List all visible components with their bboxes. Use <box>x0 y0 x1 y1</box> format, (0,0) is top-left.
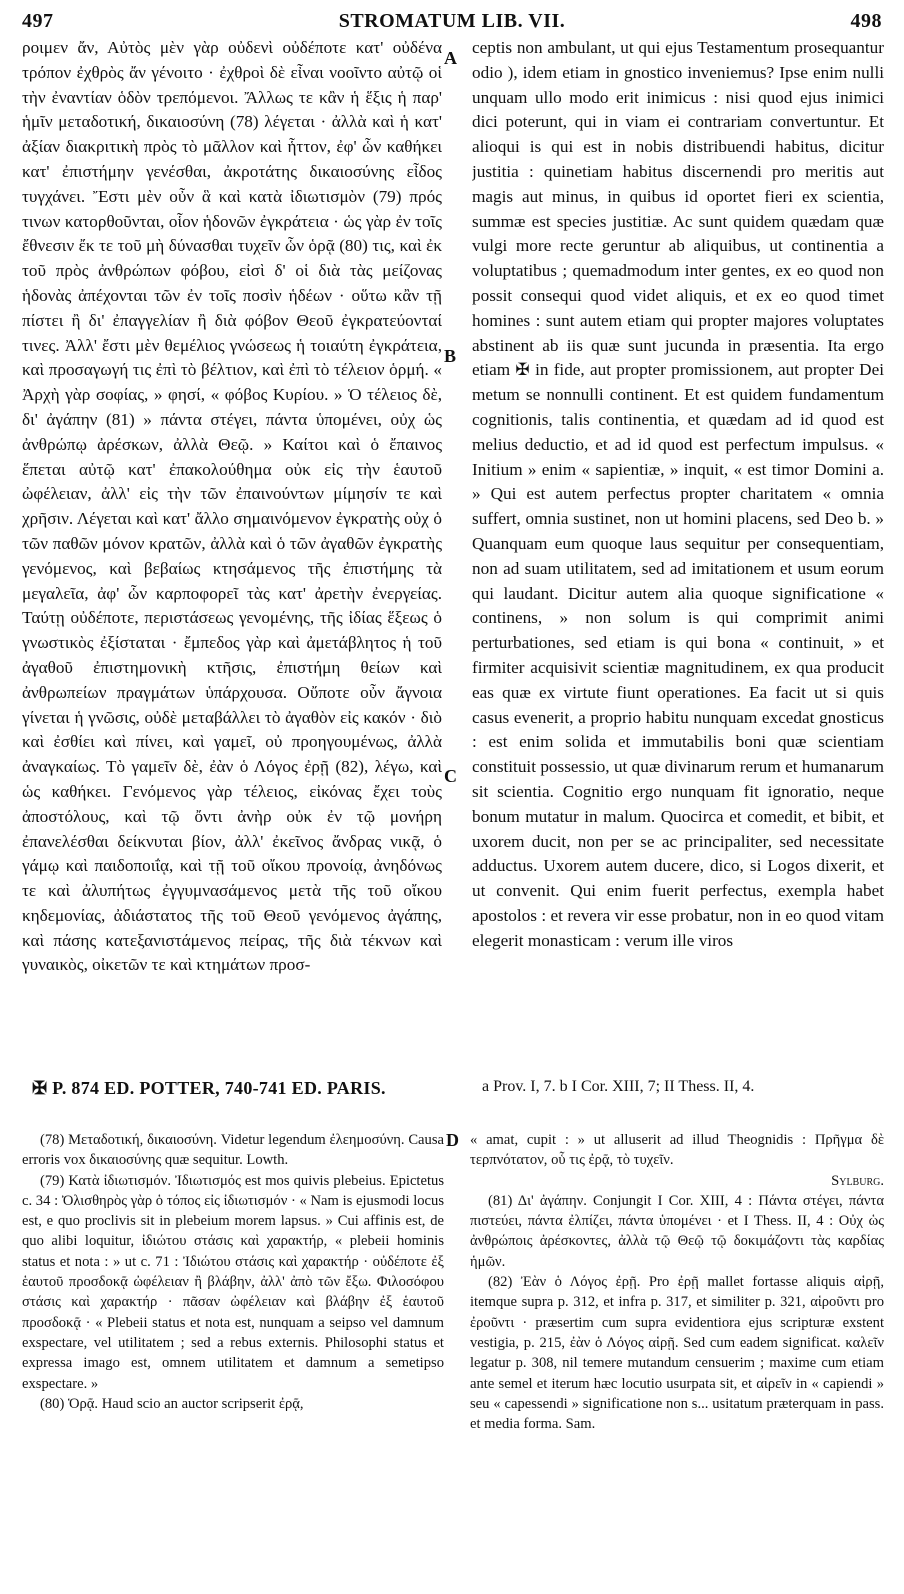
footnote-attribution: Sylburg. <box>831 1172 884 1189</box>
footnote-79: (79) Κατὰ ἰδιωτισμόν. Ἰδιωτισμός est mos quivis plebeius. Epictetus c. 34 : Ὀλισθηρὸς γὰρ ὁ τόπος εἰς ἰδιωτισμόν · « Nam is ejusmodi locus est, e quo proclivis sit in plebeium morem lapsus. » Cui affinis est, de quo alibi loquitur, ἰδιώτου στάσις καὶ χαρακτήρ, « plebeii hominis status et nota : » ut c. 71 : Ἰδιώτου στάσις καὶ χαρακτήρ · οὐδέποτε ἐξ ἑαυτοῦ προσδοκᾷ ὠφέλειαν ἢ βλάβην, ἀλλ' ἀπὸ τῶν ἔξω. Φιλοσόφου στάσις καὶ χαρακτήρ · πᾶσαν ὠφέλειαν καὶ βλάβην ἐξ ἑαυτοῦ προσδοκᾷ · « Plebeii status et nota est, nunquam a seipso vel damnum exspectare, vel utilitatem ; sed a rebus externis. Philosophi status et expressa imago est, omnem utilitatem et damnum a semetipso exspectare. » <box>22 1172 444 1392</box>
footnote-78: (78) Μεταδοτική, δικαιοσύνη. Videtur legendum ἐλεημοσύνη. Causa erroris vox δικαιοσύνης quæ sequitur. Lowth. <box>22 1132 444 1169</box>
page-header <box>22 4 882 34</box>
scripture-references: a Prov. I, 7. b I Cor. XIII, 7; II Thess. II, 4. <box>482 1078 755 1095</box>
footnote-80-continued: « amat, cupit : » ut alluserit ad illud Theognidis : Πρῆγμα δὲ τερπνότατον, οὗ τις ἐρᾷ, τὸ τυχεῖν. <box>470 1132 884 1169</box>
footnote-81: (81) Δι' ἀγάπην. Conjungit I Cor. XIII, 4 : Πάντα στέγει, πάντα πιστεύει, πάντα ἐλπίζει, πάντα ὑπομένει · et I Thess. II, 4 : Οὐχ ὡς ἀνθρώποις ἀρέσκοντες, ἀλλὰ τῷ Θεῷ τῷ δοκιμάζοντι τὰς καρδίας ἡμῶν. <box>470 1192 884 1270</box>
running-title: STROMATUM LIB. VII. <box>338 10 566 32</box>
margin-letter-a: A <box>444 48 457 68</box>
margin-letter-c: C <box>444 766 457 786</box>
edition-reference: ✠ P. 874 ED. POTTER, 740-741 ED. PARIS. <box>32 1078 386 1098</box>
latin-text: ceptis non ambulant, ut qui ejus Testamentum prosequantur odio ), idem etiam in gnostico inveniemus? Ipse enim nulli unquam ullo modo erit inimicus : nisi quod ejus inimici dici poterunt, qui in viam ei contrariam convertuntur. Et alioqui is qui est in nobis distribuendi habitus, dicitur justitia : quinetiam habitus discernendi pro meritis aut magis aut minus, in quibus id oportet fieri ex scientia, summæ est species justitiæ. Ac sunt quidem quædam quæ vulgi more recte geruntur ab aliquibus, ut continentia a voluptatibus ; quemadmodum inter gentes, ex eo quod non possit consequi quod videt aliquis, et ex eo quod timet homines : sunt autem etiam qui propter majores voluptates abstinent ab iis quæ sunt jucunda in præsentia. Ita ergo etiam ✠ in fide, aut propter promissionem, aut propter Dei metum se nonnulli continent. Et est quidem fundamentum cognitionis, talis continentia, et quædam ad id quod est melius deductio, et ad id quod est perfectum impulsus. « Initium » enim « sapientiæ, » inquit, « est timor Domini a. » Qui est autem perfectus propter charitatem « omnia suffert, omnia sustinet, non ut homini placens, sed Deo b. » Quanquam eum quoque laus sequitur per consequentiam, non ad suam utilitatem, sed ad imitationem et usum eorum qui laudant. Dicitur autem alia quoque significatione « continens, » non solum is qui comprimit animi perturbationes, sed etiam is qui bona « continuit, » et firmiter acquisivit scientiæ magnitudinem, ex qua producit eas quæ ex virtute fiunt operationes. Ea facit ut si quis casus evenerit, a proprio habitu nunquam excedat gnosticus : est enim solida et immutabilis boni quæ scientiam constituit possessio, ut quæ divinarum rerum et humanarum sit scientia. Cognitio ergo nunquam fit ignoratio, neque bonum mutatur in malum. Quocirca et comedit, et bibit, et uxorem ducit, non per se ac principaliter, sed necessitate adductus. Uxorem autem ducere, dico, si Logos dixerit, et ut convenit. Qui enim fuerit perfectus, exempla habet apostolos : et revera vir esse probatur, non in eo quod vitam elegerit monasticam : verum ille viros <box>472 38 884 950</box>
greek-column <box>22 36 442 978</box>
footnotes-right <box>470 1130 884 1434</box>
right-page-number: 498 <box>850 10 882 32</box>
latin-column <box>472 36 884 953</box>
margin-letter-b: B <box>444 346 457 366</box>
greek-text: ροιμεν ἄν, Αὐτὸς μὲν γὰρ οὐδενὶ οὐδέποτε κατ' οὐδένα τρόπον ἐχθρὸς ἄν γένοιτο · ἐχθροὶ δὲ εἶναι νοοῖντο αὐτῷ οἱ τὴν ἐναντίαν ὁδὸν τρεπόμενοι. Ἄλλως τε κἂν ἡ ἕξις ἡ παρ' ἡμῖν μεταδοτική, δικαιοσύνη (78) λέγεται · ἀλλὰ καὶ ἡ κατ' ἀξίαν διακριτικὴ πρὸς τὸ μᾶλλον καὶ ἧττον, ἐφ' ὧν καθήκει κατ' ἐπιστήμην γενέσθαι, ἀκροτάτης δικαιοσύνης εἶδος τυγχάνει. Ἔστι μὲν οὖν ἃ καὶ κατὰ ἰδιωτισμὸν (79) πρός τινων κατορθοῦνται, οἷον ἡδονῶν ἐγκράτεια · ὡς γὰρ ἐν τοῖς ἔθνεσιν ἔκ τε τοῦ μὴ δύνασθαι τυχεῖν ὧν ὁρᾷ (80) τις, καὶ ἐκ τοῦ πρὸς ἀνθρώπων φόβου, εἰσὶ δ' οἱ διὰ τὰς μείζονας ἡδονὰς ἀπέχονται τῶν ἐν τοῖς ποσὶν ἡδέων · οὕτω κἂν τῇ πίστει ἢ δι' ἐπαγγελίαν ἢ διὰ φόβον Θεοῦ ἐγκρατεύονταί τινες. Ἀλλ' ἔστι μὲν θεμέλιος γνώσεως ἡ τοιαύτη ἐγκράτεια, καὶ προσαγωγή τις ἐπὶ τὸ βέλτιον, καὶ ἐπὶ τὸ τέλειον ὁρμή. « Ἀρχὴ γὰρ σοφίας, » φησί, « φόβος Κυρίου. » Ὁ τέλειος δὲ, δι' ἀγάπην (81) » πάντα στέγει, πάντα ὑπομένει, οὐχ ὡς ἀνθρώπῳ ἀρέσκων, ἀλλὰ Θεῷ. » Καίτοι καὶ ὁ ἔπαινος ἕπεται αὐτῷ κατ' ἐπακολούθημα οὐκ εἰς τὴν ἑαυτοῦ ὠφέλειαν, ἀλλ' εἰς τὴν τῶν ἐπαινούντων μίμησίν τε καὶ χρῆσιν. Λέγεται καὶ κατ' ἄλλο σημαινόμενον ἐγκρατὴς οὐχ ὁ τῶν παθῶν μόνον κρατῶν, ἀλλὰ καὶ ὁ τῶν ἀγαθῶν ἐγκρατὴς γενόμενος, καὶ βεβαίως κτησάμενος τῆς ἐπιστήμης τὰ μεγαλεῖα, ἀφ' ὧν καρποφορεῖ τὰς κατ' ἀρετὴν ἐνεργείας. Ταύτῃ οὐδέποτε, περιστάσεως γενομένης, τῆς ἰδίας ἕξεως ὁ γνωστικὸς ἐξίσταται · ἔμπεδος γὰρ καὶ ἀμετάβλητος ἡ τοῦ ἀγαθοῦ ἐπιστημονικὴ κτῆσις, ἐπιστήμη θείων καὶ ἀνθρωπείων πραγμάτων ὑπάρχουσα. Οὔποτε οὖν ἄγνοια γίνεται ἡ γνῶσις, οὐδὲ μεταβάλλει τὸ ἀγαθὸν εἰς κακόν · διὸ καὶ ἐσθίει καὶ πίνει, καὶ γαμεῖ, οὐ προηγουμένως, ἀλλὰ ἀναγκαίως. Τὸ γαμεῖν δὲ, ἐὰν ὁ Λόγος ἐρῇ (82), λέγω, καὶ ὡς καθήκει. Γενόμενος γὰρ τέλειος, εἰκόνας ἔχει τοὺς ἀποστόλους, καὶ τῷ ὄντι ἀνὴρ οὐκ ἐν τῷ μονήρη ἐπανελέσθαι δείκνυται βίον, ἀλλ' ἐκεῖνος ἄνδρας νικᾷ, ὁ γάμῳ καὶ παιδοποιΐᾳ, καὶ τῇ τοῦ οἴκου προνοίᾳ, ἀνηδόνως τε καὶ ἀλυπήτως ἐγγυμνασάμενος μετὰ τῆς τοῦ οἴκου κηδεμονίας, ἀδιάστατος τῆς τοῦ Θεοῦ γενόμενος ἀγάπης, καὶ πάσης κατεξανιστάμενος πείρας, τῆς διὰ τέκνων καὶ γυναικὸς, οἰκετῶν τε καὶ κτημάτων προσ- <box>22 38 442 975</box>
margin-letter-d: D <box>446 1130 459 1150</box>
left-page-number: 497 <box>22 10 54 32</box>
footnotes-left <box>22 1130 444 1414</box>
footnote-80: (80) Ὁρᾷ. Haud scio an auctor scripserit ἐρᾷ, <box>40 1395 304 1412</box>
footnote-82: (82) Ἐὰν ὁ Λόγος ἐρῇ. Pro ἐρῇ mallet fortasse aliquis αἱρῇ, itemque supra p. 312, et infra p. 317, et similiter p. 321, αἱροῦντι pro ἐροῦντι · præsertim cum supra evidentiora ejus scripturæ exstent vestigia, p. 215, ἐὰν ὁ Λόγος αἱρῇ. Sed cum eadem significat. καλεῖν legatur p. 308, nil temere mutandum censuerim ; maxime cum etiam ante semel et iterum hæc locutio usurpata sit, et αἱρεῖν in « capiendi » seu « capessendi » significatione non s... usitatum præterquam in pass. et media forma. Sam. <box>470 1274 884 1433</box>
